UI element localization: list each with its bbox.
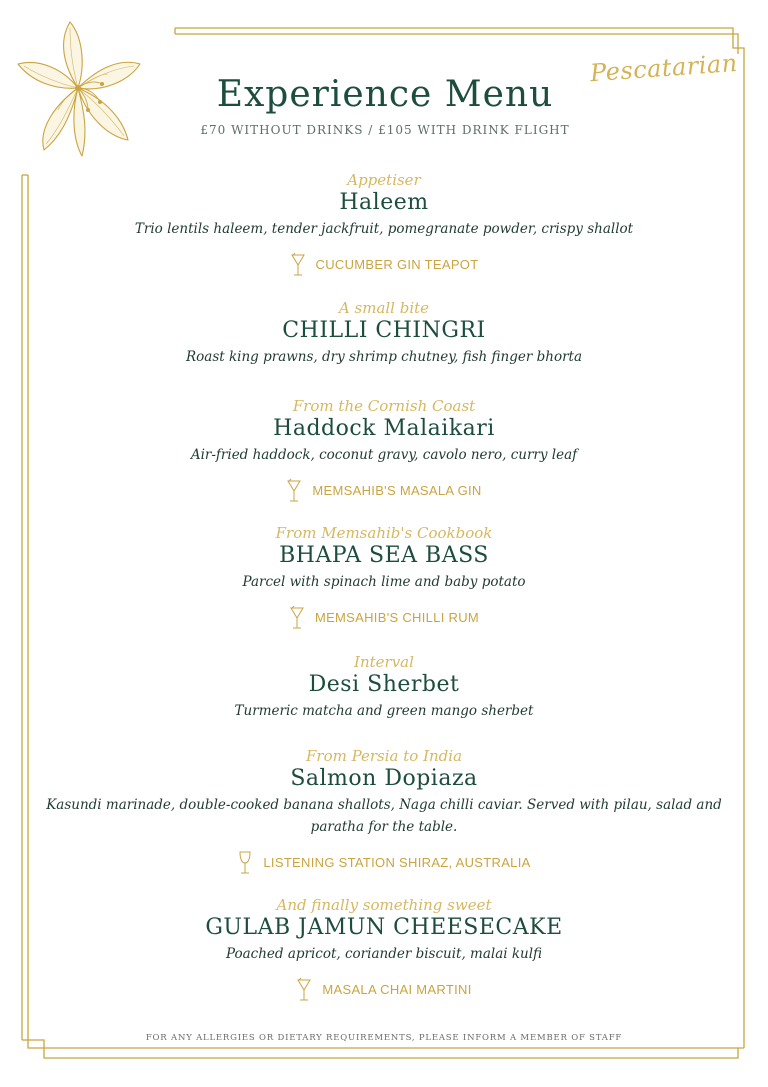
course-appetiser bbox=[40, 170, 728, 278]
dietary-tag: Pescatarian bbox=[589, 48, 739, 88]
dish-description: Roast king prawns, dry shrimp chutney, fish finger bhorta bbox=[185, 349, 582, 365]
dish-description: Poached apricot, coriander biscuit, malai kulfi bbox=[225, 946, 543, 962]
drink-name: MASALA CHAI MARTINI bbox=[322, 982, 472, 997]
course-cookbook bbox=[40, 523, 728, 631]
cocktail-glass-icon bbox=[296, 977, 312, 1003]
dish-name: GULAB JAMUN CHEESECAKE bbox=[205, 915, 563, 940]
dish-name: Haleem bbox=[339, 190, 429, 215]
drink-pairing bbox=[40, 252, 728, 278]
drink-pairing bbox=[40, 605, 728, 631]
drink-name: LISTENING STATION SHIRAZ, AUSTRALIA bbox=[263, 855, 531, 870]
allergy-note: FOR ANY ALLERGIES OR DIETARY REQUIREMENTS, PLEASE INFORM A MEMBER OF STAFF bbox=[145, 1033, 623, 1043]
course-cornish-coast bbox=[40, 396, 728, 504]
price-line: £70 WITHOUT DRINKS / £105 WITH DRINK FLIGHT bbox=[200, 123, 570, 137]
dish-name: Desi Sherbet bbox=[308, 672, 460, 697]
course-label: From Memsahib's Cookbook bbox=[275, 524, 493, 542]
cocktail-glass-icon bbox=[289, 605, 305, 631]
dish-name: BHAPA SEA BASS bbox=[279, 543, 489, 568]
course-dessert bbox=[40, 895, 728, 1003]
cocktail-glass-icon bbox=[286, 478, 302, 504]
dish-description: Air-fried haddock, coconut gravy, cavolo nero, curry leaf bbox=[190, 447, 578, 463]
dish-description: Kasundi marinade, double-cooked banana shallots, Naga chilli caviar. Served with pilau, salad and paratha for the table. bbox=[46, 797, 722, 835]
flower-illustration bbox=[12, 14, 146, 164]
course-label: Interval bbox=[354, 653, 414, 671]
dish-name: Haddock Malaikari bbox=[273, 416, 495, 441]
course-label: Appetiser bbox=[347, 171, 421, 189]
course-label: And finally something sweet bbox=[276, 896, 492, 914]
course-label: A small bite bbox=[338, 299, 430, 317]
course-persia-india bbox=[40, 746, 728, 876]
course-interval bbox=[40, 652, 728, 722]
drink-pairing bbox=[40, 850, 728, 876]
drink-name: MEMSAHIB'S CHILLI RUM bbox=[314, 610, 480, 625]
wine-glass-icon bbox=[237, 850, 253, 876]
drink-name: MEMSAHIB'S MASALA GIN bbox=[312, 483, 482, 498]
dish-description: Trio lentils haleem, tender jackfruit, pomegranate powder, crispy shallot bbox=[134, 221, 634, 237]
drink-pairing bbox=[40, 977, 728, 1003]
dish-description: Parcel with spinach lime and baby potato bbox=[242, 574, 526, 590]
drink-pairing bbox=[40, 478, 728, 504]
cocktail-glass-icon bbox=[290, 252, 306, 278]
page-title: Experience Menu bbox=[216, 74, 554, 115]
drink-name: CUCUMBER GIN TEAPOT bbox=[315, 257, 479, 272]
dish-name: CHILLI CHINGRI bbox=[282, 318, 486, 343]
dish-description: Turmeric matcha and green mango sherbet bbox=[234, 703, 534, 719]
course-label: From Persia to India bbox=[305, 747, 463, 765]
course-small-bite bbox=[40, 298, 728, 368]
course-label: From the Cornish Coast bbox=[292, 397, 476, 415]
dish-name: Salmon Dopiaza bbox=[290, 766, 478, 791]
